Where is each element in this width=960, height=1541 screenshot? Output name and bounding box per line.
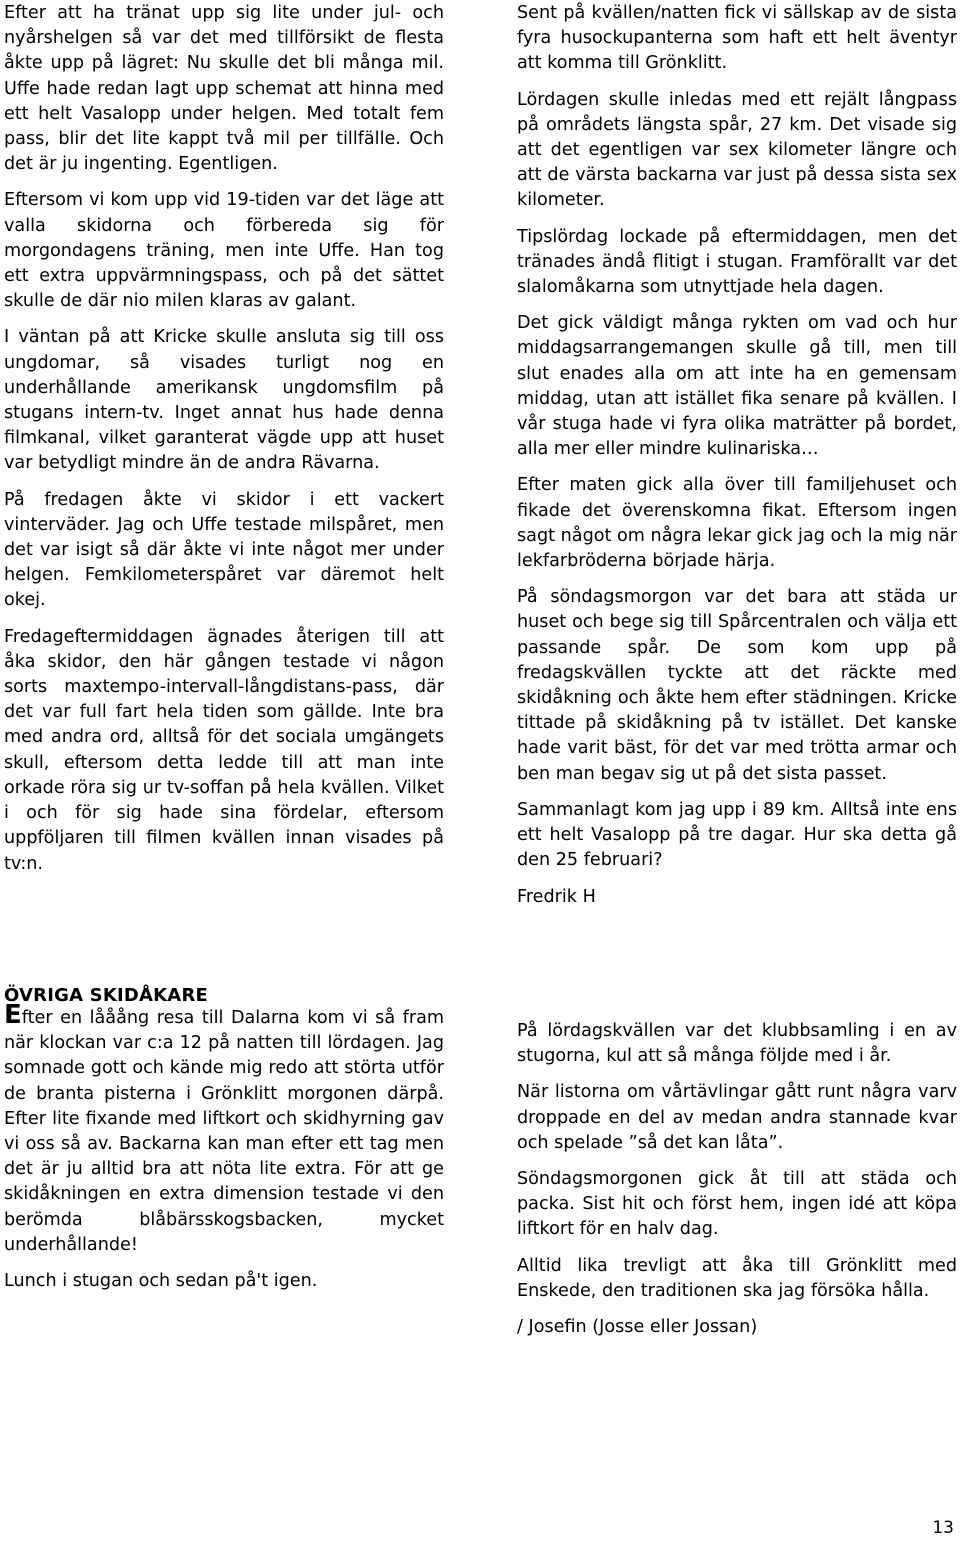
paragraph: Efter maten gick alla över till familjehuset och fikade det överenskomna fikat. Eftersom ingen sagt något om några lekar gick jag och la mig när lekfarbröderna började härja. bbox=[517, 475, 957, 572]
author-signature: Fredrik H bbox=[517, 886, 596, 907]
paragraph: Det gick väldigt många rykten om vad och hur middagsarrangemangen skulle gå till, men till slut enades alla om att inte ha en gemensam middag, utan att istället fika senare på kvällen. I vår stuga hade vi fyra olika maträtter på bordet, alla mer eller mindre kulinariska… bbox=[517, 313, 957, 460]
paragraph: I väntan på att Kricke skulle ansluta sig till oss ungdomar, så visades turligt nog en underhållande amerikansk ungdomsfilm på stugans intern-tv. Inget annat hus hade denna filmkanal, vilket garanterat vägde upp att huset var betydligt mindre än de andra Rävarna. bbox=[4, 327, 444, 474]
paragraph: Lunch i stugan och sedan på't igen. bbox=[4, 1271, 318, 1292]
paragraph: Eftersom vi kom upp vid 19-tiden var det läge att valla skidorna och förbereda sig för morgondagens träning, men inte Uffe. Han tog ett extra uppvärmningspass, och på det sättet skulle de där nio milen klaras av galant. bbox=[4, 190, 444, 312]
paragraph: Fredageftermiddagen ägnades återigen till att åka skidor, den här gången testade vi någon sorts maxtempo-intervall-långdistans-pass, där det var full fart hela tiden som gällde. Inte bra med andra ord, alltså för det sociala umgängets skull, eftersom detta ledde till att man inte orkade röra sig ur tv-soffan på hela kvällen. Vilket i och för sig hade sina fördelar, eftersom uppföljaren till filmen kvällen innan visades på tv:n. bbox=[4, 626, 444, 874]
paragraph-text: fter en lååång resa till Dalarna kom vi så fram när klockan var c:a 12 på natten till lördagen. Jag somnade gott och kände mig redo att störta utför de branta pisterna i Grönklitt morgonen därpå. Efter lite fixande med liftkort och skidhyrning gav vi oss så av. Backarna kan man efter ett tag men det är ju alltid bra att nöta lite extra. För att ge skidåkningen en extra dimension testade vi den berömda blåbärsskogsbacken, mycket underhållande! bbox=[4, 1008, 444, 1255]
article-bottom-left-column bbox=[4, 1000, 444, 1305]
page-number: 13 bbox=[932, 1518, 954, 1538]
article-top-left-column bbox=[4, 1, 444, 888]
section-heading: ÖVRIGA SKIDÅKARE bbox=[4, 985, 208, 1006]
paragraph: Sent på kvällen/natten fick vi sällskap av de sista fyra husockupanterna som haft ett helt äventyr att komma till Grönklitt. bbox=[517, 3, 957, 74]
dropcap: E bbox=[4, 1000, 22, 1030]
paragraph: När listorna om vårtävlingar gått runt några varv droppade en del av medan andra stannade kvar och spelade ”så det kan låta”. bbox=[517, 1082, 957, 1153]
author-signature: / Josefin (Josse eller Jossan) bbox=[517, 1317, 758, 1338]
paragraph: På fredagen åkte vi skidor i ett vackert vinterväder. Jag och Uffe testade milspåret, men det var isigt så där åkte vi inte något mer under helgen. Femkilometerspåret var däremot helt okej. bbox=[4, 489, 444, 611]
paragraph: Sammanlagt kom jag upp i 89 km. Alltså inte ens ett helt Vasalopp på tre dagar. Hur ska detta gå den 25 februari? bbox=[517, 799, 957, 871]
paragraph: Lördagen skulle inledas med ett rejält långpass på områdets längsta spår, 27 km. Det visade sig att det egentligen var sex kilometer längre och att de värsta backarna var just på dessa sista sex kilometer. bbox=[517, 89, 957, 211]
paragraph: Alltid lika trevligt att åka till Grönklitt med Enskede, den traditionen ska jag försöka hålla. bbox=[517, 1255, 957, 1301]
paragraph: Söndagsmorgonen gick åt till att städa och packa. Sist hit och först hem, ingen idé att köpa liftkort för en halv dag. bbox=[517, 1169, 957, 1240]
paragraph bbox=[4, 1000, 444, 1258]
paragraph: På lördagskvällen var det klubbsamling i en av stugorna, kul att så många följde med i år. bbox=[517, 1021, 957, 1067]
article-top-right-column bbox=[517, 1, 957, 921]
paragraph: Tipslördag lockade på eftermiddagen, men det tränades ändå flitigt i stugan. Framförallt var det slalomåkarna som utnyttjade hela dagen. bbox=[517, 226, 957, 298]
paragraph: På söndagsmorgon var det bara att städa ur huset och bege sig till Spårcentralen och välja ett passande spår. De som kom upp på fredagskvällen tyckte att det räckte med skidåkning och åkte hem efter städningen. Kricke tittade på skidåkning på tv istället. Det kanske hade varit bäst, för det var med trötta armar och ben man begav sig ut på det sista passet. bbox=[517, 587, 957, 784]
article-bottom-right-column bbox=[517, 1019, 957, 1351]
paragraph: Efter att ha tränat upp sig lite under jul- och nyårshelgen så var det med tillförsikt de flesta åkte upp på lägret: Nu skulle det bli många mil. Uffe hade redan lagt upp schemat att hinna med ett helt Vasalopp under helgen. Med totalt fem pass, blir det lite kappt två mil per tillfälle. Och det är ju ingenting. Egentligen. bbox=[4, 3, 444, 175]
